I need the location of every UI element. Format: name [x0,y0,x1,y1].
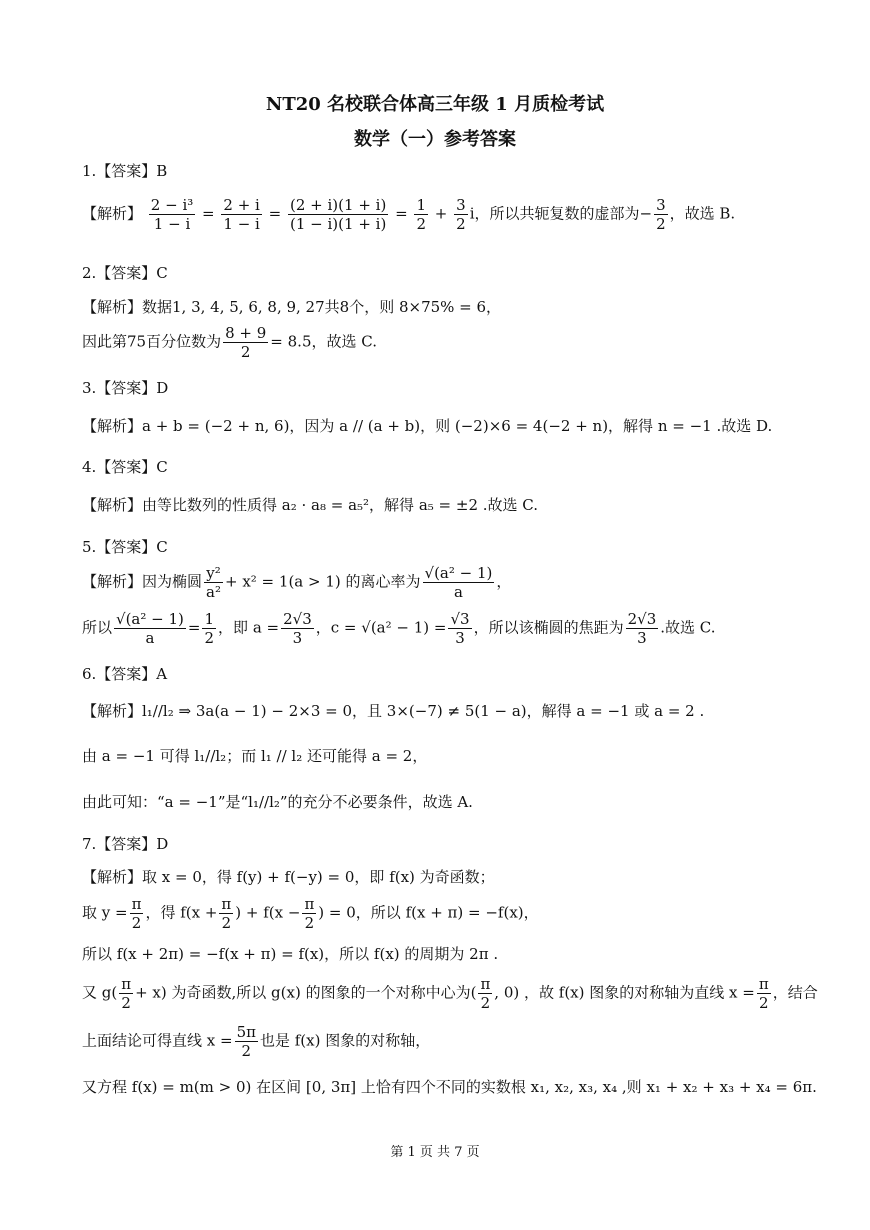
fraction: $\frac{5\pi}{2}$ [236,1023,256,1060]
answer-3: 3.【答案】D [82,379,169,397]
answer-1: 1.【答案】B [82,162,168,180]
solution-6-line-1: 【解析】l₁//l₂ ⇒ 3a(a − 1) − 2×3 = 0，且 3×(−7) ≠ 5(1 − a)，解得 a = −1 或 a = 2 . [82,702,705,720]
fraction: $\frac{3}{2}$ [656,196,666,233]
solution-7-line-5: 上面结论可得直线 x = $\frac{5\pi}{2}$ 也是 f(x) 图象的对称轴， [82,1023,431,1060]
fraction: $\frac{1}{2}$ [204,610,215,647]
solution-2-line-1: 【解析】数据1, 3, 4, 5, 6, 8, 9, 27共8个，则 8×75% = 6， [82,298,502,316]
fraction: $\frac{(2 + i)(1 + i)}{(1 - i)(1 + i)}$ [290,196,387,233]
fraction: $\frac{\text{√(a² − 1)}}{a}$ [116,610,184,647]
fraction: $\frac{\text{2 − i³}}{1 - i}$ [150,196,194,233]
fraction: $\frac{\pi}{2}$ [480,975,491,1012]
fraction: $\frac{\pi}{2}$ [758,975,769,1012]
page-footer: 第 1 页 共 7 页 [390,1145,480,1160]
fraction: $\frac{\text{√(a² − 1)}}{a}$ [424,564,493,601]
answer-6: 6.【答案】A [82,665,168,683]
solution-7-line-4: 又 g( $\frac{\pi}{2}$ + x) 为奇函数,所以 g(x) 的图象的一个对称中心为( $\frac{\pi}{2}$ , 0) ，故 f(x) 图象的对称轴为直线 x = $\frac{\pi}{2}$ ，结合 [82,975,818,1012]
fraction: $\frac{\pi}{2}$ [121,975,132,1012]
solution-5-line-1: 【解析】因为椭圆 $\frac{\text{y²}}{\text{a²}}$ + x² = 1(a > 1) 的离心率为 $\frac{\text{√(a² − 1)}}{a}$ ， [82,564,512,601]
fraction: $\frac{2√3}{3}$ [627,610,657,647]
solution-6-line-3: 由此可知：“a = −1”是“l₁//l₂”的充分不必要条件，故选 A. [82,793,473,811]
fraction: $\frac{3}{2}$ [456,196,466,233]
fraction: $\frac{1}{2}$ [416,196,426,233]
solution-1: 【解析】 $\frac{\text{2 − i³}}{1 - i}$ = $\frac{2 + i}{1 - i}$ = $\frac{(2 + i)(1 + i)}{(1 - i)(1 + i)}$ = $\frac{1}{2}$ + $\frac{3}{2}$ i，所以共轭复数的虚部为− $\frac{3}{2}$ ，故选 B. [82,196,736,233]
solution-5-line-2: 所以 $\frac{\text{√(a² − 1)}}{a}$ = $\frac{1}{2}$ ，即 a = $\frac{2√3}{3}$ ，c = √(a² − 1) = $\frac{√3}{3}$ ，所以该椭圆的焦距为 $\frac{2√3}{3}$ .故选 C. [82,610,716,647]
fraction: $\frac{\pi}{2}$ [221,895,232,932]
solution-7-line-6: 又方程 f(x) = m(m > 0) 在区间 [0, 3π] 上恰有四个不同的实数根 x₁, x₂, x₃, x₄ ,则 x₁ + x₂ + x₃ + x₄ = 6π. [82,1078,817,1096]
fraction: $\frac{2 + i}{1 - i}$ [223,196,260,233]
answer-7: 7.【答案】D [82,835,169,853]
solution-7-line-3: 所以 f(x + 2π) = −f(x + π) = f(x)，所以 f(x) 的周期为 2π . [82,945,499,963]
solution-3: 【解析】a + b = (−2 + n, 6)，因为 a // (a + b)，则 (−2)×6 = 4(−2 + n)，解得 n = −1 .故选 D. [82,417,773,435]
answer-5: 5.【答案】C [82,538,168,556]
answer-2: 2.【答案】C [82,264,168,282]
solution-2-line-2: 因此第75百分位数为 $\frac{8 + 9}{2}$ = 8.5，故选 C. [82,324,377,361]
solution-6-line-2: 由 a = −1 可得 l₁//l₂；而 l₁ // l₂ 还可能得 a = 2， [82,747,428,765]
fraction: $\frac{2√3}{3}$ [283,610,312,647]
solution-7-line-1: 【解析】取 x = 0，得 f(y) + f(−y) = 0，即 f(x) 为奇函数； [82,868,495,886]
document-subtitle: 数学（一）参考答案 [354,129,516,150]
solution-4: 【解析】由等比数列的性质得 a₂ · a₈ = a₅²，解得 a₅ = ±2 .故选 C. [82,496,539,514]
solution-7-line-2: 取 y = $\frac{\pi}{2}$ ，得 f(x + $\frac{\pi}{2}$ ) + f(x − $\frac{\pi}{2}$ ) = 0，所以 f(x + π) = −f(x)， [82,895,539,932]
answer-4: 4.【答案】C [82,458,168,476]
fraction: $\frac{\pi}{2}$ [304,895,315,932]
document-title: NT20 名校联合体高三年级 1 月质检考试 [265,94,605,115]
fraction: $\frac{√3}{3}$ [450,610,470,647]
fraction: $\frac{\text{y²}}{\text{a²}}$ [206,564,221,601]
fraction: $\frac{\pi}{2}$ [131,895,142,932]
solution-label: 【解析】 [82,204,143,223]
fraction: $\frac{8 + 9}{2}$ [225,324,267,361]
